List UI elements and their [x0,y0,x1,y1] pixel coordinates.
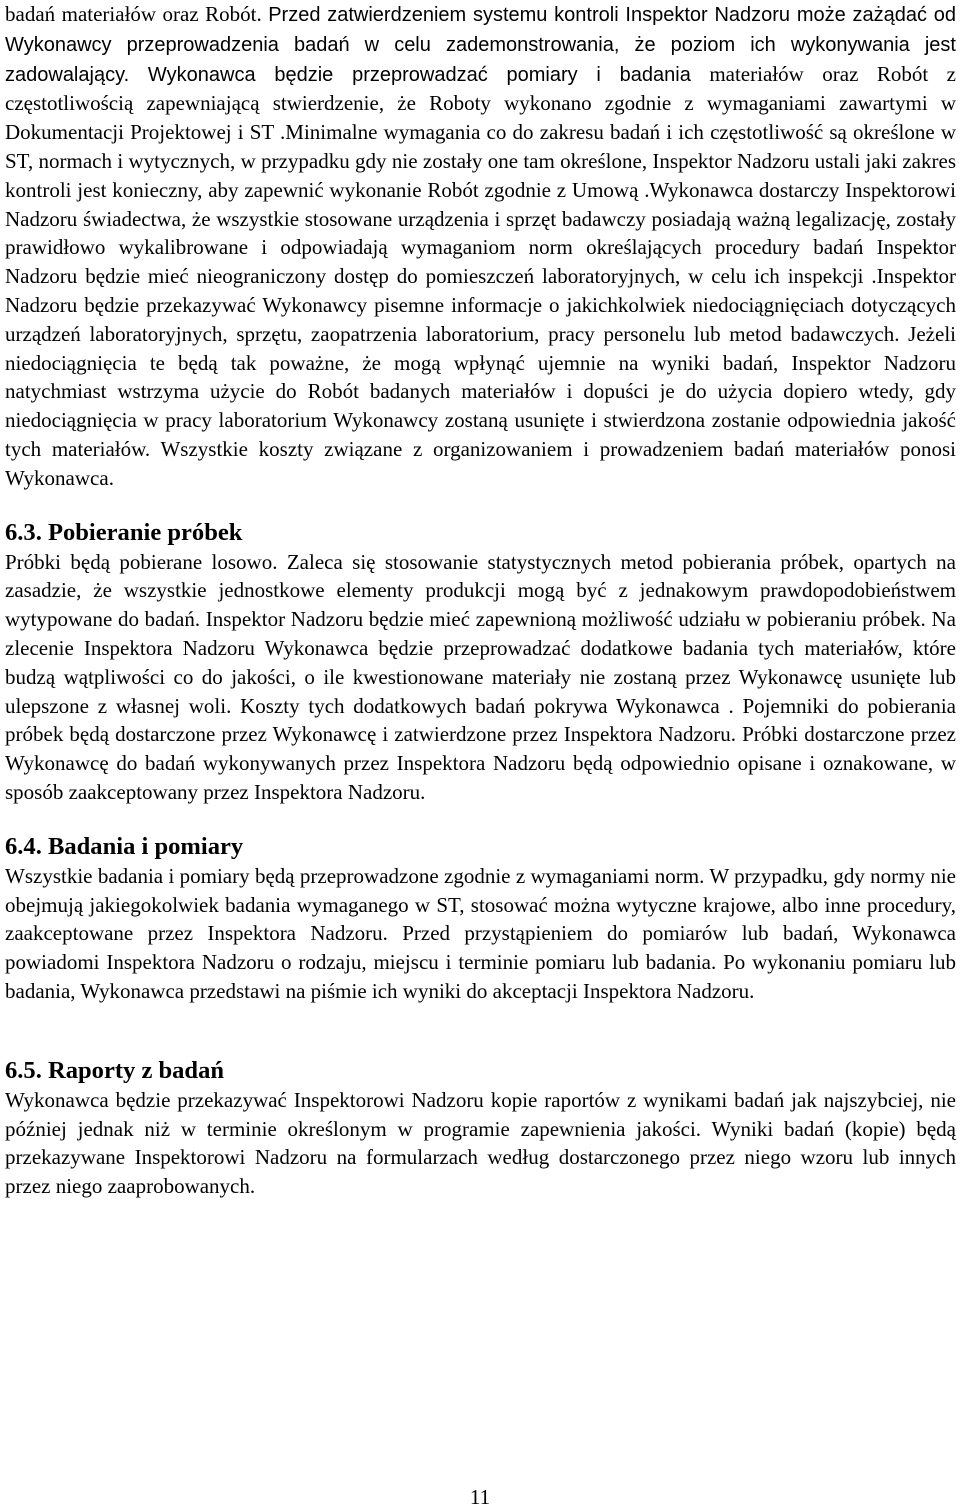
section-number: 6.3. [5,518,42,546]
section-title: Badania i pomiary [47,832,244,860]
document-page [5,0,956,1201]
section-number: 6.4. [5,832,42,860]
section-heading [5,1056,956,1086]
intro-text-a: badań materiałów oraz Robót. [5,2,262,26]
section-heading [5,832,956,862]
intro-paragraph [5,0,956,493]
section-heading [5,518,956,548]
section-body: Wykonawca będzie przekazywać Inspektorowi Nadzoru kopie raportów z wynikami badań jak najszybciej, nie później jednak niż w terminie określonym w programie zapewnienia jakości. Wyniki badań (kopie) będą przekazywane Inspektorowi Nadzoru na formularzach według dostarczonego przez niego wzoru lub innych przez niego zaaprobowanych. [5,1087,956,1199]
section-body: Wszystkie badania i pomiary będą przeprowadzone zgodnie z wymaganiami norm. W przypadku, gdy normy nie obejmują jakiegokolwiek badania wymaganego w ST, stosować można wytyczne krajowe, albo inne procedury, zaakceptowane przez Inspektora Nadzoru. Przed przystąpieniem do pomiarów lub badań, Wykonawca powiadomi Inspektora Nadzoru o rodzaju, miejscu i terminie pomiaru lub badania. Po wykonaniu pomiaru lub badania, Wykonawca przedstawi na piśmie ich wyniki do akceptacji Inspektora Nadzoru. [5,863,956,1003]
section-title: Raporty z badań [47,1056,225,1084]
section-6-4 [5,832,956,1006]
section-number: 6.5. [5,1056,42,1084]
section-6-3 [5,518,956,807]
spacer [5,493,956,518]
page-number: 11 [469,1485,491,1509]
section-title: Pobieranie próbek [47,518,243,546]
spacer [5,1006,956,1056]
intro-text-b: Przed zatwierdzeniem systemu kontroli Inspektor Nadzoru może zażądać od Wykonawcy przeprowadzenia badań w celu zademonstrowania, że poziom ich wykonywania jest zadowalający. Wykonawca będzie przeprowadzać pomiary i badania [5,4,957,86]
section-body: Próbki będą pobierane losowo. Zaleca się stosowanie statystycznych metod pobierania próbek, opartych na zasadzie, że wszystkie jednostkowe elementy produkcji mogą być z jednakowym prawdopodobieństwem wytypowane do badań. Inspektor Nadzoru będzie mieć zapewnioną możliwość udziału w pobieraniu próbek. Na zlecenie Inspektora Nadzoru Wykonawca będzie przeprowadzać dodatkowe badania tych materiałów, które budzą wątpliwości co do jakości, o ile kwestionowane materiały nie zostaną przez Wykonawcę usunięte lub ulepszone z własnej woli. Koszty tych dodatkowych badań pokrywa Wykonawca . Pojemniki do pobierania próbek będą dostarczone przez Wykonawcę i zatwierdzone przez Inspektora Nadzoru. Próbki dostarczone przez Wykonawcę do badań wykonywanych przez Inspektora Nadzoru będą odpowiednio opisane i oznakowane, w sposób zaakceptowany przez Inspektora Nadzoru. [5,549,956,804]
spacer [5,807,956,832]
intro-text-c: materiałów oraz Robót z częstotliwością zapewniającą stwierdzenie, że Roboty wykonano zgodnie z wymaganiami zawartymi w Dokumentacji Projektowej i ST .Minimalne wymagania co do zakresu badań i ich częstotliwość są określone w ST, normach i wytycznych, w przypadku gdy nie zostały one tam określone, Inspektor Nadzoru ustali jaki zakres kontroli jest konieczny, aby zapewnić wykonanie Robót zgodnie z Umową [5,61,957,202]
intro-text-d: .Wykonawca dostarczy Inspektorowi Nadzoru świadectwa, że wszystkie stosowane urządzenia i sprzęt badawczy posiadają ważną legalizację, zostały prawidłowo wykalibrowane i odpowiadają wymaganiom norm określających procedury badań Inspektor Nadzoru będzie mieć nieograniczony dostęp do pomieszczeń laboratoryjnych, w celu ich inspekcji .Inspektor Nadzoru będzie przekazywać Wykonawcy pisemne informacje o jakichkolwiek niedociągnięciach dotyczących urządzeń laboratoryjnych, sprzętu, zaopatrzenia laboratorium, pracy personelu lub metod badawczych. Jeżeli niedociągnięcia te będą tak poważne, że mogą wpłynąć ujemnie na wyniki badań, Inspektor Nadzoru natychmiast wstrzyma użycie do Robót badanych materiałów i dopuści je do użycia dopiero wtedy, gdy niedociągnięcia w pracy laboratorium Wykonawcy zostaną usunięte i stwierdzona zostanie odpowiednia jakość tych materiałów. Wszystkie koszty związane z organizowaniem i prowadzeniem badań materiałów ponosi Wykonawca. [5,177,956,490]
section-6-5 [5,1056,956,1201]
